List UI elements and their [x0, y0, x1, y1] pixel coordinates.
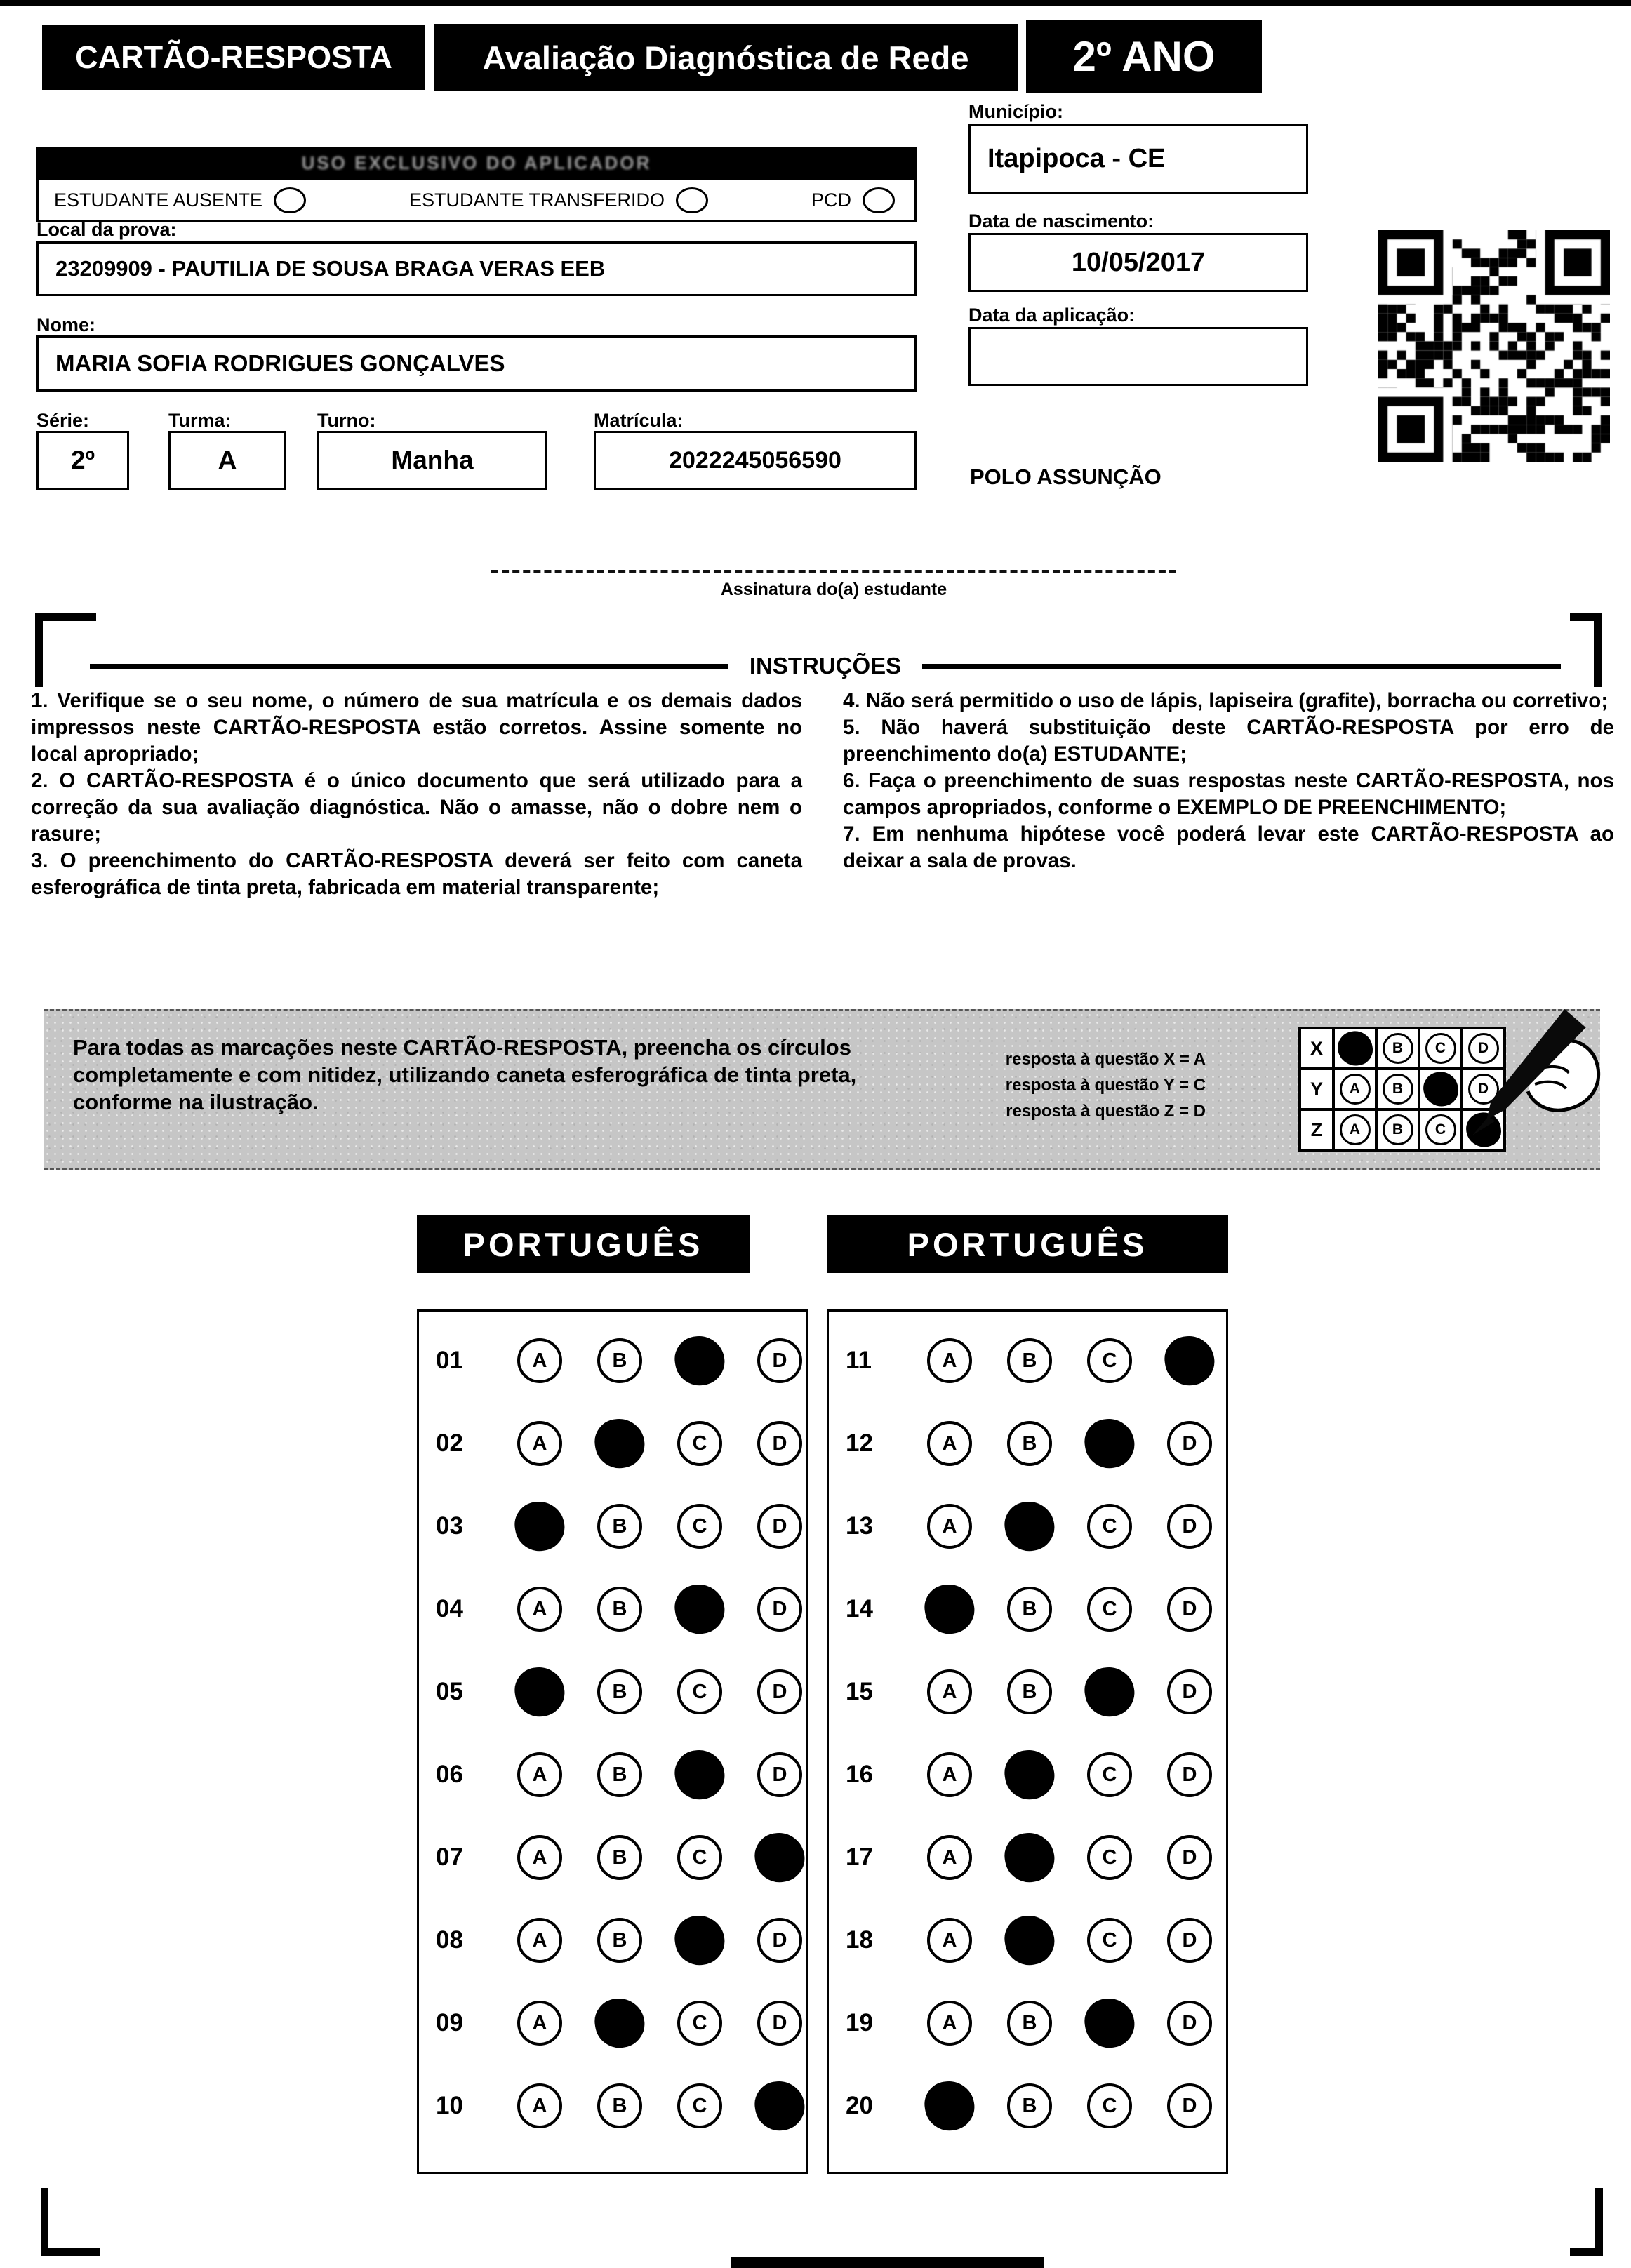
- example-answer-note: resposta à questão Y = C: [1005, 1076, 1206, 1095]
- bubble-q13-A[interactable]: A: [927, 1504, 972, 1549]
- bubble-q01-A[interactable]: A: [517, 1338, 562, 1383]
- bubble-q19-C[interactable]: [1081, 1995, 1138, 2052]
- example-bubble-Y-D: D: [1468, 1074, 1499, 1105]
- nome-label: Nome:: [36, 314, 96, 335]
- bubble-q05-A[interactable]: [512, 1664, 568, 1721]
- turma-box: A: [168, 431, 286, 490]
- answer-section: [827, 1215, 1228, 2174]
- question-row-13: [846, 1504, 1226, 1549]
- question-number: 02: [436, 1429, 463, 1457]
- bubble-q09-A[interactable]: A: [517, 2001, 562, 2046]
- bubble-q15-D[interactable]: D: [1167, 1669, 1212, 1714]
- bubble-q19-A[interactable]: A: [927, 2001, 972, 2046]
- serie-label: Série:: [36, 410, 90, 431]
- estudante-transferido-label: ESTUDANTE TRANSFERIDO: [409, 189, 665, 211]
- bubble-q18-A[interactable]: A: [927, 1918, 972, 1963]
- bubble-q13-D[interactable]: D: [1167, 1504, 1212, 1549]
- instruction-item: 6. Faça o preenchimento de suas respostas neste CARTÃO-RESPOSTA, nos campos apropriados, conforme o EXEMPLO DE PREENCHIMENTO;: [843, 769, 1614, 819]
- example-bubble-Z-B: B: [1383, 1114, 1413, 1145]
- bubble-q11-C[interactable]: C: [1087, 1338, 1132, 1383]
- question-number: 07: [436, 1843, 463, 1871]
- question-row-17: [846, 1835, 1226, 1880]
- bubble-q19-B[interactable]: B: [1007, 2001, 1052, 2046]
- bubble-q06-C[interactable]: [672, 1747, 728, 1803]
- bubble-q01-D[interactable]: D: [757, 1338, 802, 1383]
- bubble-q10-B[interactable]: B: [597, 2083, 642, 2128]
- bubble-q14-A[interactable]: [921, 1581, 978, 1638]
- answer-section: [417, 1215, 808, 2174]
- instructions-rule-left: [90, 664, 728, 669]
- section-body: [827, 1309, 1228, 2174]
- example-answer-note: resposta à questão Z = D: [1006, 1102, 1206, 1121]
- question-row-09: [436, 2001, 806, 2046]
- exam-title: Avaliação Diagnóstica de Rede: [482, 39, 969, 76]
- matricula-label: Matrícula:: [594, 410, 684, 431]
- bubble-q20-B[interactable]: B: [1007, 2083, 1052, 2128]
- bubble-q09-C[interactable]: C: [677, 2001, 722, 2046]
- instructions-col-right: [843, 688, 1614, 901]
- signature-label: Assinatura do(a) estudante: [720, 580, 947, 599]
- question-row-10: [436, 2083, 806, 2128]
- aplicacao-label: Data da aplicação:: [968, 305, 1136, 326]
- serie-box: 2º: [36, 431, 129, 490]
- example-band: [44, 1009, 1600, 1170]
- mark-top-right: [1570, 613, 1602, 687]
- bubble-q02-D[interactable]: D: [757, 1421, 802, 1466]
- question-number: 11: [846, 1347, 872, 1374]
- bubble-q07-A[interactable]: A: [517, 1835, 562, 1880]
- question-row-14: [846, 1587, 1226, 1632]
- bubble-q05-C[interactable]: C: [677, 1669, 722, 1714]
- bubble-q06-D[interactable]: D: [757, 1752, 802, 1797]
- bubble-q04-B[interactable]: B: [597, 1587, 642, 1632]
- question-number: 08: [436, 1926, 463, 1954]
- municipio-box: Itapipoca - CE: [968, 124, 1308, 194]
- bubble-q03-D[interactable]: D: [757, 1504, 802, 1549]
- example-cell: [1419, 1028, 1462, 1069]
- question-row-07: [436, 1835, 806, 1880]
- question-row-03: [436, 1504, 806, 1549]
- bubble-q18-C[interactable]: C: [1087, 1918, 1132, 1963]
- nascimento-box: 10/05/2017: [968, 233, 1308, 292]
- question-row-04: [436, 1587, 806, 1632]
- instructions-rule-right: [922, 664, 1561, 669]
- instructions-header: [90, 653, 1561, 679]
- example-bubble-X-D: D: [1468, 1033, 1499, 1064]
- bubble-q20-D[interactable]: D: [1167, 2083, 1212, 2128]
- question-number: 15: [846, 1678, 873, 1705]
- municipio-label: Município:: [968, 101, 1063, 122]
- bubble-q14-B[interactable]: B: [1007, 1587, 1052, 1632]
- example-bubble-X-C: C: [1425, 1033, 1456, 1064]
- aplicacao-box[interactable]: [968, 327, 1308, 386]
- bubble-q17-C[interactable]: C: [1087, 1835, 1132, 1880]
- instruction-item: 3. O preenchimento do CARTÃO-RESPOSTA deverá ser feito com caneta esferográfica de tinta preta, fabricada em material transparente;: [31, 849, 802, 899]
- example-bubble-X-A: [1335, 1028, 1375, 1068]
- pcd-checkbox[interactable]: [863, 187, 895, 213]
- bubble-q17-D[interactable]: D: [1167, 1835, 1212, 1880]
- matricula-box: 2022245056590: [594, 431, 917, 490]
- bubble-q04-A[interactable]: A: [517, 1587, 562, 1632]
- section-title-box: [827, 1215, 1228, 1273]
- bubble-q15-A[interactable]: A: [927, 1669, 972, 1714]
- mark-top-left: [35, 613, 96, 687]
- example-cell: [1419, 1109, 1462, 1150]
- example-cell: [1333, 1028, 1376, 1069]
- question-number: 12: [846, 1429, 873, 1457]
- card-title-box: [42, 25, 425, 90]
- example-bubble-Y-C: [1420, 1069, 1460, 1109]
- estudante-transferido-checkbox[interactable]: [676, 187, 708, 213]
- instructions-title: INSTRUÇÕES: [749, 653, 902, 679]
- bubble-q04-C[interactable]: [672, 1581, 728, 1638]
- mark-bottom-left: [41, 2188, 100, 2256]
- bubble-q08-B[interactable]: B: [597, 1918, 642, 1963]
- bubble-q20-C[interactable]: C: [1087, 2083, 1132, 2128]
- question-number: 13: [846, 1512, 873, 1540]
- bubble-q02-B[interactable]: [592, 1415, 648, 1472]
- bubble-q10-C[interactable]: C: [677, 2083, 722, 2128]
- bubble-q09-D[interactable]: D: [757, 2001, 802, 2046]
- question-row-01: [436, 1338, 806, 1383]
- question-number: 17: [846, 1843, 873, 1871]
- question-row-06: [436, 1752, 806, 1797]
- bubble-q08-C[interactable]: [672, 1912, 728, 1969]
- question-number: 10: [436, 2092, 463, 2119]
- example-answer-notes: [984, 1046, 1206, 1124]
- bubble-q12-C[interactable]: [1081, 1415, 1138, 1472]
- bubble-q15-C[interactable]: [1081, 1664, 1138, 1721]
- local-label: Local da prova:: [36, 219, 177, 240]
- question-number: 18: [846, 1926, 873, 1954]
- bubble-q02-C[interactable]: C: [677, 1421, 722, 1466]
- bubble-q17-B[interactable]: [1001, 1829, 1058, 1886]
- bubble-q02-A[interactable]: A: [517, 1421, 562, 1466]
- bubble-q04-D[interactable]: D: [757, 1587, 802, 1632]
- bubble-q08-A[interactable]: A: [517, 1918, 562, 1963]
- option-estudante-ausente: [54, 187, 306, 213]
- estudante-ausente-checkbox[interactable]: [274, 187, 306, 213]
- question-row-05: [436, 1669, 806, 1714]
- bubble-q05-D[interactable]: D: [757, 1669, 802, 1714]
- bubble-q18-D[interactable]: D: [1167, 1918, 1212, 1963]
- question-number: 19: [846, 2009, 873, 2036]
- bubble-q13-C[interactable]: C: [1087, 1504, 1132, 1549]
- turma-label: Turma:: [168, 410, 232, 431]
- bottom-bar: [731, 2257, 1044, 2268]
- option-estudante-transferido: [409, 187, 708, 213]
- top-border-line: [0, 0, 1631, 6]
- example-cell: [1333, 1109, 1376, 1150]
- question-number: 09: [436, 2009, 463, 2036]
- instructions-col-left: [31, 688, 802, 901]
- example-bubble-Y-B: B: [1383, 1074, 1413, 1105]
- bubble-q07-B[interactable]: B: [597, 1835, 642, 1880]
- section-title: PORTUGUÊS: [462, 1225, 704, 1263]
- bubble-q05-B[interactable]: B: [597, 1669, 642, 1714]
- bubble-q17-A[interactable]: A: [927, 1835, 972, 1880]
- estudante-ausente-label: ESTUDANTE AUSENTE: [54, 189, 263, 211]
- question-row-19: [846, 2001, 1226, 2046]
- bubble-q03-A[interactable]: [512, 1498, 568, 1555]
- example-bubble-Z-A: A: [1340, 1114, 1371, 1145]
- bubble-q18-B[interactable]: [1001, 1912, 1058, 1969]
- bubble-q15-B[interactable]: B: [1007, 1669, 1052, 1714]
- instruction-item: 1. Verifique se o seu nome, o número de sua matrícula e os demais dados impressos neste CARTÃO-RESPOSTA estão corretos. Assine somente no local apropriado;: [31, 689, 802, 766]
- section-title: PORTUGUÊS: [907, 1225, 1148, 1263]
- example-bubble-X-B: B: [1383, 1033, 1413, 1064]
- mark-bottom-right: [1570, 2188, 1603, 2256]
- bubble-q06-B[interactable]: B: [597, 1752, 642, 1797]
- question-row-12: [846, 1421, 1226, 1466]
- example-cell: [1376, 1069, 1419, 1109]
- question-number: 20: [846, 2092, 873, 2119]
- question-number: 16: [846, 1761, 873, 1788]
- example-bubble-Z-C: C: [1425, 1114, 1456, 1145]
- bubble-q06-A[interactable]: A: [517, 1752, 562, 1797]
- bubble-q11-D[interactable]: [1161, 1333, 1218, 1389]
- question-row-02: [436, 1421, 806, 1466]
- pcd-label: PCD: [811, 189, 851, 211]
- bubble-q07-D[interactable]: [752, 1829, 808, 1886]
- example-text: Para todas as marcações neste CARTÃO-RESPOSTA, preencha os círculos completamente e com nitidez, utilizando caneta esferográfica de tinta preta, conforme na ilustração.: [73, 1035, 857, 1114]
- signature-line[interactable]: [491, 570, 1176, 573]
- instruction-item: 2. O CARTÃO-RESPOSTA é o único documento que será utilizado para a correção da sua avaliação diagnóstica. Não o amasse, não o dobre nem o rasure;: [31, 769, 802, 846]
- question-number: 05: [436, 1678, 463, 1705]
- aplicador-bar: [36, 147, 917, 178]
- polo-label: POLO ASSUNÇÃO: [970, 465, 1161, 489]
- bubble-q14-D[interactable]: D: [1167, 1587, 1212, 1632]
- bubble-q01-C[interactable]: [672, 1333, 728, 1389]
- bubble-q12-B[interactable]: B: [1007, 1421, 1052, 1466]
- bubble-q11-A[interactable]: A: [927, 1338, 972, 1383]
- instruction-item: 7. Em nenhuma hipótese você poderá levar este CARTÃO-RESPOSTA ao deixar a sala de provas.: [843, 822, 1614, 872]
- question-number: 03: [436, 1512, 463, 1540]
- question-number: 04: [436, 1595, 463, 1622]
- nascimento-label: Data de nascimento:: [968, 211, 1154, 232]
- example-row-label-Y: Y: [1300, 1069, 1333, 1109]
- bubble-q11-B[interactable]: B: [1007, 1338, 1052, 1383]
- bubble-q12-A[interactable]: A: [927, 1421, 972, 1466]
- local-box: 23209909 - PAUTILIA DE SOUSA BRAGA VERAS EEB: [36, 241, 917, 296]
- question-row-18: [846, 1918, 1226, 1963]
- bubble-q09-B[interactable]: [592, 1995, 648, 2052]
- question-row-08: [436, 1918, 806, 1963]
- bubble-q16-D[interactable]: D: [1167, 1752, 1212, 1797]
- nome-box: MARIA SOFIA RODRIGUES GONÇALVES: [36, 335, 917, 392]
- bubble-q07-C[interactable]: C: [677, 1835, 722, 1880]
- pen-illustration: [1458, 1004, 1607, 1154]
- bubble-q16-A[interactable]: A: [927, 1752, 972, 1797]
- bubble-q14-C[interactable]: C: [1087, 1587, 1132, 1632]
- bubble-q12-D[interactable]: D: [1167, 1421, 1212, 1466]
- bubble-q10-D[interactable]: [752, 2078, 808, 2135]
- bubble-q01-B[interactable]: B: [597, 1338, 642, 1383]
- example-row-label-X: X: [1300, 1028, 1333, 1069]
- question-number: 01: [436, 1347, 463, 1374]
- bubble-q16-B[interactable]: [1001, 1747, 1058, 1803]
- example-bubble-Y-A: A: [1340, 1074, 1371, 1105]
- example-row-label-Z: Z: [1300, 1109, 1333, 1150]
- option-pcd: [811, 187, 895, 213]
- aplicador-options-row: [36, 178, 917, 222]
- bubble-q10-A[interactable]: A: [517, 2083, 562, 2128]
- instruction-item: 4. Não será permitido o uso de lápis, lapiseira (grafite), borracha ou corretivo;: [843, 689, 1609, 712]
- turno-label: Turno:: [317, 410, 376, 431]
- example-cell: [1376, 1028, 1419, 1069]
- bubble-q20-A[interactable]: [921, 2078, 978, 2135]
- example-cell: [1419, 1069, 1462, 1109]
- example-cell: [1333, 1069, 1376, 1109]
- grade-label: 2º ANO: [1072, 32, 1216, 80]
- exam-title-box: [434, 24, 1018, 91]
- turno-box: Manha: [317, 431, 547, 490]
- card-title: CARTÃO-RESPOSTA: [75, 39, 392, 75]
- bubble-q16-C[interactable]: C: [1087, 1752, 1132, 1797]
- aplicador-bar-label: USO EXCLUSIVO DO APLICADOR: [301, 152, 652, 173]
- bubble-q03-B[interactable]: B: [597, 1504, 642, 1549]
- bubble-q03-C[interactable]: C: [677, 1504, 722, 1549]
- bubble-q13-B[interactable]: [1001, 1498, 1058, 1555]
- grade-box: [1026, 20, 1262, 93]
- bubble-q08-D[interactable]: D: [757, 1918, 802, 1963]
- section-title-box: [417, 1215, 750, 1273]
- example-cell: [1376, 1109, 1419, 1150]
- question-number: 14: [846, 1595, 873, 1622]
- section-body: [417, 1309, 808, 2174]
- question-row-11: [846, 1338, 1226, 1383]
- question-number: 06: [436, 1761, 463, 1788]
- question-row-15: [846, 1669, 1226, 1714]
- bubble-q19-D[interactable]: D: [1167, 2001, 1212, 2046]
- instructions-columns: [31, 688, 1614, 901]
- question-row-16: [846, 1752, 1226, 1797]
- example-answer-note: resposta à questão X = A: [1005, 1050, 1206, 1069]
- instruction-item: 5. Não haverá substituição deste CARTÃO-RESPOSTA por erro de preenchimento do(a) ESTUDANTE;: [843, 716, 1614, 766]
- question-row-20: [846, 2083, 1226, 2128]
- qr-code: [1378, 230, 1610, 462]
